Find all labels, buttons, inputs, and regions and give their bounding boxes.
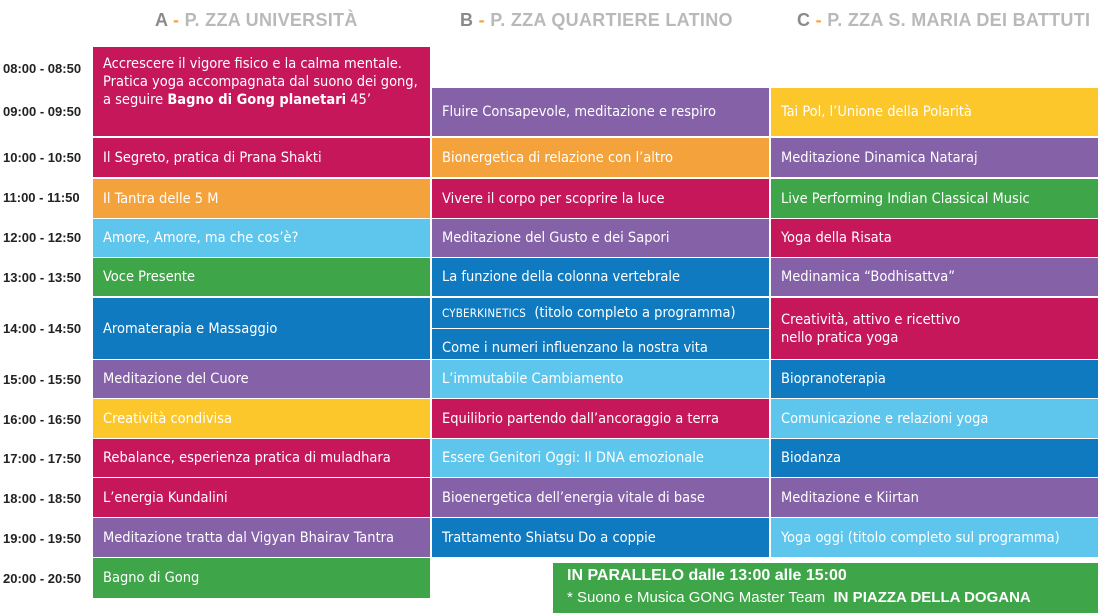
schedule-slot-c[interactable]: Biopranoterapia: [771, 360, 1098, 398]
schedule-slot-c[interactable]: Yoga della Risata: [771, 219, 1098, 257]
time-label: 11:00 - 11:50: [3, 190, 80, 205]
schedule-slot-a[interactable]: Il Tantra delle 5 M: [93, 179, 430, 218]
schedule-slot-a[interactable]: Aromaterapia e Massaggio: [93, 298, 430, 359]
time-label: 14:00 - 14:50: [3, 321, 82, 336]
schedule-slot-b[interactable]: Bionergetica di relazione con l’altro: [432, 138, 769, 177]
schedule-slot-c[interactable]: Meditazione e Kiirtan: [771, 478, 1098, 517]
column-header-c: [797, 10, 1090, 34]
schedule-slot-c[interactable]: Comunicazione e relazioni yoga: [771, 399, 1098, 438]
slot-description: Accrescere il vigore fisico e la calma mentale. Pratica yoga accompagnata dal suono dei gong, a seguire Bagno di Gong planetari 45’: [103, 56, 418, 108]
schedule-slot-a[interactable]: Amore, Amore, ma che cos’è?: [93, 219, 430, 257]
time-label: 18:00 - 18:50: [3, 491, 82, 506]
header-letter: A: [155, 10, 168, 30]
column-header-b: [460, 10, 733, 34]
time-label: 19:00 - 19:50: [3, 531, 82, 546]
header-place: P. ZZA QUARTIERE LATINO: [490, 10, 733, 30]
schedule-slot-a[interactable]: Creatività condivisa: [93, 399, 430, 438]
schedule-slot-b-cyberkinetics[interactable]: [432, 298, 769, 328]
slot-title: CYBERKINETICS (titolo completo a programma): [442, 305, 736, 321]
header-separator: -: [172, 10, 180, 30]
schedule-slot-b[interactable]: La funzione della colonna vertebrale: [432, 258, 769, 296]
parallel-event-banner: [553, 563, 1098, 613]
schedule-slot-b[interactable]: Essere Genitori Oggi: Il DNA emozionale: [432, 439, 769, 477]
time-label: 17:00 - 17:50: [3, 451, 82, 466]
time-label: 15:00 - 15:50: [3, 372, 82, 387]
time-label: 16:00 - 16:50: [3, 412, 82, 427]
schedule-slot-c[interactable]: Medinamica “Bodhisattva”: [771, 258, 1098, 296]
schedule-slot-a[interactable]: Bagno di Gong: [93, 558, 430, 598]
time-label: 20:00 - 20:50: [3, 571, 82, 586]
schedule-slot-b[interactable]: Equilibrio partendo dall’ancoraggio a terra: [432, 399, 769, 438]
header-place: P. ZZA S. MARIA DEI BATTUTI: [827, 10, 1091, 30]
time-label: 10:00 - 10:50: [3, 150, 82, 165]
schedule-slot-a[interactable]: Meditazione tratta dal Vigyan Bhairav Tantra: [93, 518, 430, 557]
schedule-slot-c[interactable]: Creatività, attivo e ricettivo nello pratica yoga: [771, 298, 1098, 359]
schedule-slot-c[interactable]: Yoga oggi (titolo completo sul programma): [771, 518, 1098, 557]
schedule-slot-b[interactable]: Meditazione del Gusto e dei Sapori: [432, 219, 769, 257]
time-label: 08:00 - 08:50: [3, 61, 82, 76]
schedule-slot-a[interactable]: Il Segreto, pratica di Prana Shakti: [93, 138, 430, 177]
schedule-slot-c[interactable]: Biodanza: [771, 439, 1098, 477]
column-header-a: [155, 10, 358, 34]
schedule-slot-b[interactable]: Bioenergetica dell’energia vitale di base: [432, 478, 769, 517]
time-label: 12:00 - 12:50: [3, 230, 82, 245]
time-label: 09:00 - 09:50: [3, 104, 82, 119]
schedule-slot-b[interactable]: Fluire Consapevole, meditazione e respiro: [432, 88, 769, 136]
schedule-slot-a[interactable]: Voce Presente: [93, 258, 430, 296]
banner-title: IN PARALLELO dalle 13:00 alle 15:00: [567, 567, 847, 584]
header-letter: C: [797, 10, 811, 30]
schedule-slot-b[interactable]: Vivere il corpo per scoprire la luce: [432, 179, 769, 218]
schedule-slot-c[interactable]: Live Performing Indian Classical Music: [771, 179, 1098, 218]
header-place: P. ZZA UNIVERSITÀ: [184, 10, 358, 30]
banner-subtitle: * Suono e Musica GONG Master Team IN PIAZZA DELLA DOGANA: [567, 589, 1031, 606]
time-label: 13:00 - 13:50: [3, 270, 82, 285]
schedule-slot-b[interactable]: L’immutabile Cambiamento: [432, 360, 769, 398]
schedule-slot-a[interactable]: Meditazione del Cuore: [93, 360, 430, 398]
schedule-slot-a[interactable]: L’energia Kundalini: [93, 478, 430, 517]
schedule-slot-a[interactable]: Rebalance, esperienza pratica di muladhara: [93, 439, 430, 477]
header-letter: B: [460, 10, 474, 30]
schedule-slot-a-yoga-gong[interactable]: [93, 47, 430, 136]
schedule-slot-c[interactable]: Meditazione Dinamica Nataraj: [771, 138, 1098, 177]
header-separator: -: [815, 10, 822, 30]
schedule-slot-b[interactable]: Trattamento Shiatsu Do a coppie: [432, 518, 769, 557]
schedule-slot-c[interactable]: Tai Pol, l’Unione della Polarità: [771, 88, 1098, 136]
header-separator: -: [478, 10, 485, 30]
schedule-slot-b[interactable]: Come i numeri influenzano la nostra vita: [432, 329, 769, 359]
